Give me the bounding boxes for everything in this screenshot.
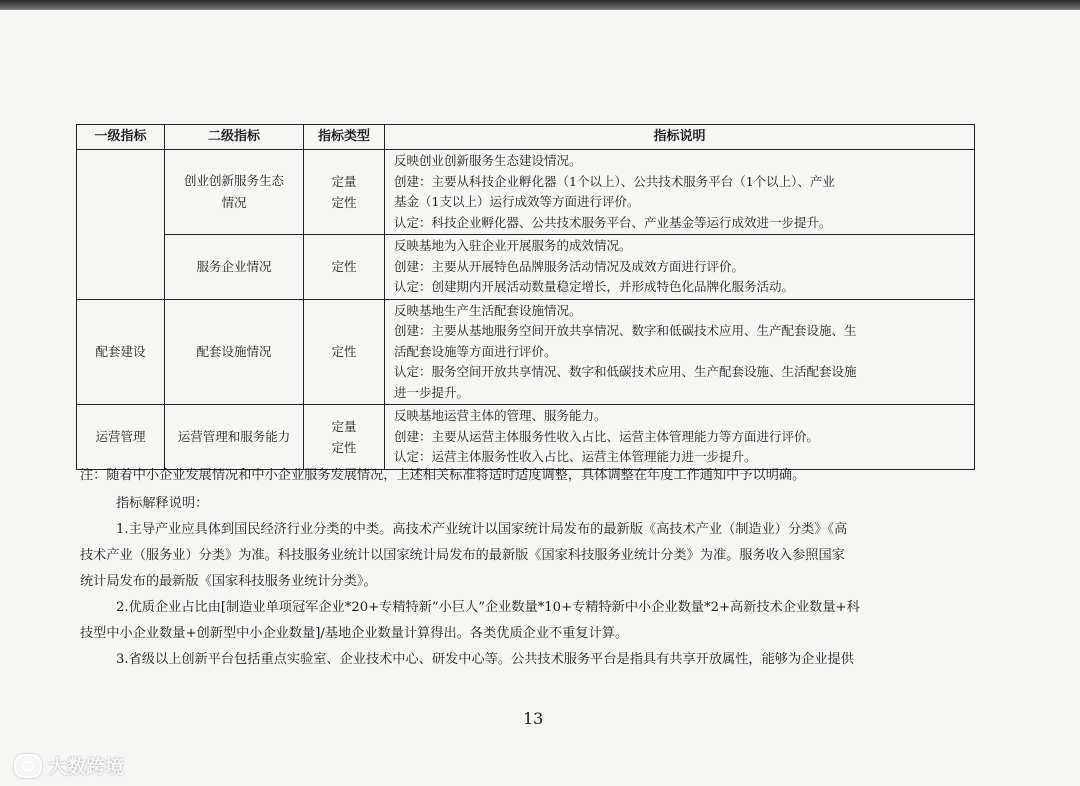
description-line: 创建：主要从科技企业孵化器（1个以上）、公共技术服务平台（1个以上）、产业 (394, 173, 835, 189)
description-cell (385, 405, 975, 470)
table-row (77, 299, 975, 405)
description-line: 反映创业创新服务生态建设情况。 (394, 153, 582, 168)
note-item-1-line: 统计局发布的最新版《国家科技服务业统计分类》。 (80, 574, 377, 589)
level2-cell (165, 405, 304, 470)
description-line: 认定：服务空间开放共享情况、数字和低碳技术应用、生产配套设施、生活配套设施 (394, 364, 857, 379)
chat-bubble-logo-icon (14, 754, 42, 778)
level2-label: 运营管理和服务能力 (177, 428, 291, 444)
level2-cell: 服务企业情况 (165, 235, 304, 300)
level2-cell: 配套设施情况 (165, 299, 304, 405)
note-item-1-line: 技术产业（服务业）分类》为准。科技服务业统计以国家统计局发布的最新版《国家科技服务业统计分类》为准。服务收入参照国家 (80, 548, 845, 563)
description-line: 认定：创建期内开展活动数量稳定增长，并形成特色化品牌化服务活动。 (394, 279, 795, 294)
notes-heading: 指标解释说明： (116, 496, 209, 511)
description-line: 认定：科技企业孵化器、公共技术服务平台、产业基金等运行成效进一步提升。 (394, 214, 832, 230)
header-type: 指标类型 (304, 125, 385, 150)
header-level1: 一级指标 (77, 125, 165, 150)
description-cell (385, 235, 975, 300)
level1-cell: 配套建设 (77, 299, 165, 405)
description-line: 进一步提升。 (394, 384, 470, 400)
note-item-2-line: 技型中小企业数量+创新型中小企业数量]/基地企业数量计算得出。各类优质企业不重复计算。 (80, 626, 629, 641)
description-line: 反映基地运营主体的管理、服务能力。 (394, 408, 607, 423)
level1-cell (77, 150, 165, 300)
note-item-2-line: 2.优质企业占比由[制造业单项冠军企业*20+专精特新“小巨人”企业数量*10+专精特新中小企业数量*2+高新技术企业数量+科 (116, 600, 860, 615)
description-line: 反映基地为入驻企业开展服务的成效情况。 (394, 238, 632, 253)
table-row (77, 235, 975, 300)
note-item-1-line: 1.主导产业应具体到国民经济行业分类的中类。高技术产业统计以国家统计局发布的最新版《高技术产业（制造业）分类》《高 (116, 522, 848, 537)
type-label: 定量 定性 (331, 174, 357, 210)
page-number: 13 (523, 709, 544, 728)
description-line: 创建：主要从开展特色品牌服务活动情况及成效方面进行评价。 (394, 258, 745, 274)
description-line: 认定：运营主体服务性收入占比、运营主体管理能力进一步提升。 (394, 449, 757, 464)
table-row (77, 405, 975, 470)
description-cell (385, 299, 975, 405)
level2-label: 创业创新服务生态情况 (183, 173, 284, 210)
description-line: 基金（1支以上）运行成效等方面进行评价。 (394, 194, 640, 209)
header-description: 指标说明 (385, 125, 975, 150)
note-item-3-line: 3.省级以上创新平台包括重点实验室、企业技术中心、研发中心等。公共技术服务平台是指具有共享开放属性，能够为企业提供 (116, 652, 854, 667)
description-line: 活配套设施等方面进行评价。 (394, 343, 557, 359)
table-row (77, 150, 975, 235)
type-cell (304, 150, 385, 235)
indicator-table (76, 124, 975, 470)
watermark (14, 752, 124, 779)
header-level2: 二级指标 (165, 125, 304, 150)
description-line: 创建：主要从运营主体服务性收入占比、运营主体管理能力等方面进行评价。 (394, 428, 820, 444)
watermark-text: 大数跨境 (48, 756, 125, 778)
type-cell (304, 405, 385, 470)
table-header-row (77, 125, 975, 150)
type-cell: 定性 (304, 299, 385, 405)
description-line: 反映基地生产生活配套设施情况。 (394, 302, 582, 318)
level1-cell: 运营管理 (77, 405, 165, 470)
description-cell (385, 150, 975, 235)
type-cell: 定性 (304, 235, 385, 300)
description-line: 创建：主要从基地服务空间开放共享情况、数字和低碳技术应用、生产配套设施、生 (394, 323, 857, 338)
table-footnote: 注：随着中小企业发展情况和中小企业服务发展情况，上述相关标准将适时适度调整，具体调整在年度工作通知中予以明确。 (80, 468, 806, 483)
level2-cell (165, 150, 304, 235)
type-label: 定量 定性 (331, 418, 357, 455)
level2-text (165, 170, 303, 214)
